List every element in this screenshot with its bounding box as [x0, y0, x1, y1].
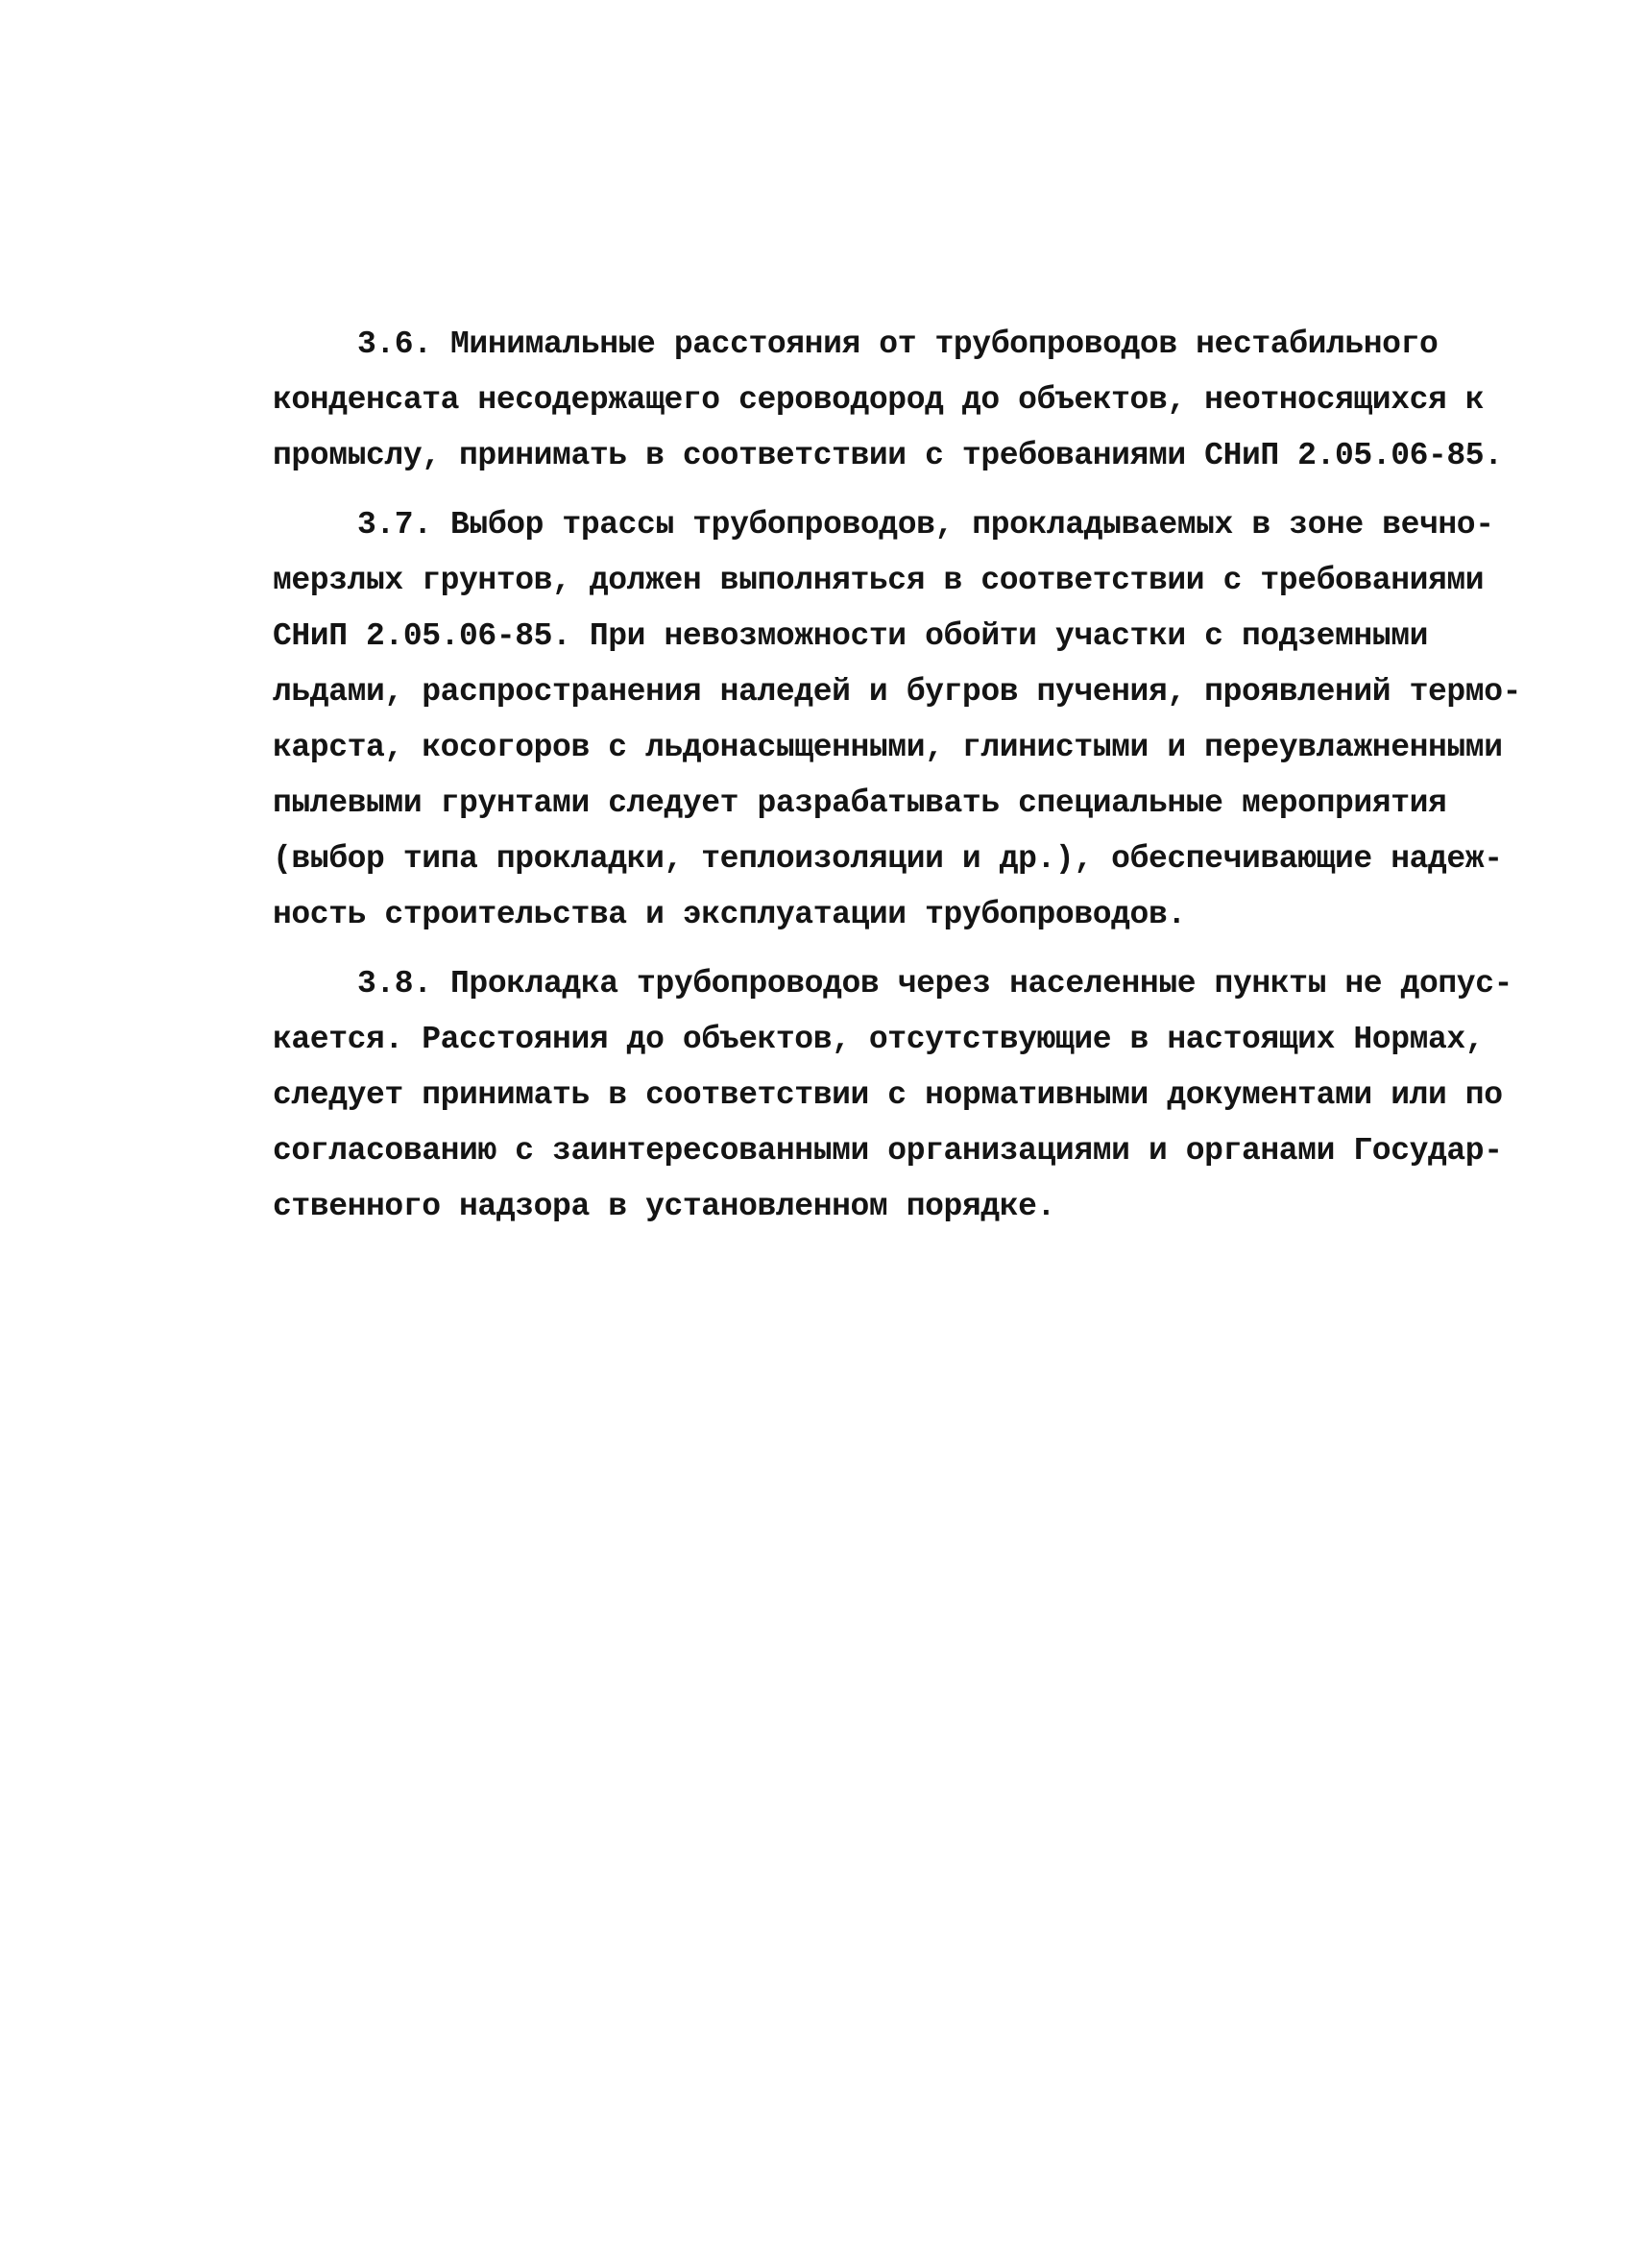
paragraph-line: пылевыми грунтами следует разрабатывать специальные мероприятия [273, 785, 1447, 821]
document-body [273, 317, 1522, 1235]
paragraph-line: ственного надзора в установленном порядке. [273, 1189, 1055, 1224]
paragraph-line: 3.7. Выбор трассы трубопроводов, прокладываемых в зоне вечно- [357, 507, 1494, 543]
paragraph-line: льдами, распространения наледей и бугров пучения, проявлений термо- [273, 674, 1522, 710]
paragraph-3-8 [273, 956, 1513, 1235]
paragraph-line: согласованию с заинтересованными организациями и органами Государ- [273, 1133, 1503, 1169]
paragraph-3-7 [273, 497, 1522, 943]
paragraph-3-6 [273, 317, 1503, 484]
paragraph-line: карста, косогоров с льдонасыщенными, глинистыми и переувлажненными [273, 730, 1503, 765]
paragraph-line: 3.6. Минимальные расстояния от трубопроводов нестабильного [357, 326, 1439, 362]
paragraph-line: следует принимать в соответствии с нормативными документами или по [273, 1077, 1503, 1113]
paragraph-line: кается. Расстояния до объектов, отсутствующие в настоящих Нормах, [273, 1022, 1485, 1057]
paragraph-line: конденсата несодержащего сероводород до объектов, неотносящихся к [273, 382, 1485, 418]
paragraph-line: мерзлых грунтов, должен выполняться в соответствии с требованиями [273, 563, 1485, 598]
paragraph-line: 3.8. Прокладка трубопроводов через населенные пункты не допус- [357, 966, 1513, 1001]
paragraph-line: ность строительства и эксплуатации трубопроводов. [273, 897, 1186, 932]
paragraph-line: промыслу, принимать в соответствии с требованиями СНиП 2.05.06-85. [273, 438, 1503, 473]
paragraph-line: СНиП 2.05.06-85. При невозможности обойти участки с подземными [273, 618, 1429, 654]
paragraph-line: (выбор типа прокладки, теплоизоляции и др.), обеспечивающие надеж- [273, 841, 1503, 877]
